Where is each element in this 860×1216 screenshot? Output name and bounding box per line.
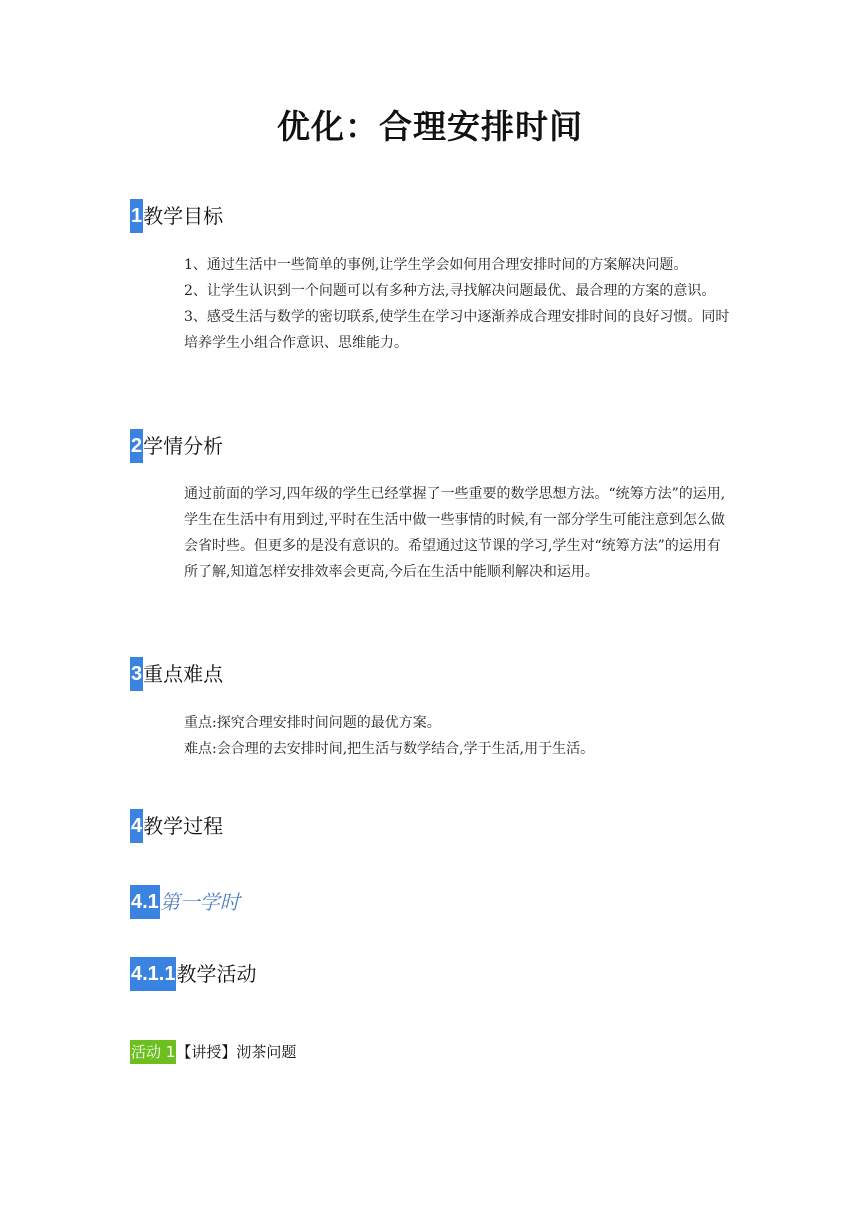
subsection-number-badge: 4.1 [130, 885, 160, 919]
section-number-badge: 2 [130, 429, 143, 463]
document-title: 优化：合理安排时间 [277, 107, 583, 146]
section-heading-process [130, 809, 223, 843]
section-heading-objectives [130, 199, 223, 233]
difficult-point: 难点:会合理的去安排时间,把生活与数学结合,学于生活,用于生活。 [184, 741, 595, 757]
key-points-content [184, 710, 732, 762]
activity-title: 【讲授】沏茶问题 [176, 1043, 297, 1061]
objectives-content [184, 252, 732, 356]
subsection-heading-text: 第一学时 [159, 890, 240, 914]
objective-item: 3、感受生活与数学的密切联系,使学生在学习中逐渐养成合理安排时间的良好习惯。同时培养学生小组合作意识、思维能力。 [184, 309, 730, 351]
section-number-badge: 3 [130, 657, 143, 691]
section-heading-text: 教学目标 [143, 204, 224, 228]
analysis-content [184, 481, 732, 585]
section-heading-analysis [130, 429, 223, 463]
subsubsection-heading-text: 教学活动 [176, 962, 257, 986]
subsubsection-number-badge: 4.1.1 [130, 957, 176, 991]
objective-item: 2、让学生认识到一个问题可以有多种方法,寻找解决问题最优、最合理的方案的意识。 [184, 283, 716, 299]
section-heading-text: 学情分析 [143, 434, 224, 458]
subsection-heading-first-lesson [130, 885, 240, 919]
section-number-badge: 4 [130, 809, 143, 843]
section-number-badge: 1 [130, 199, 143, 233]
section-heading-text: 重点难点 [143, 662, 224, 686]
objective-item: 1、通过生活中一些简单的事例,让学生学会如何用合理安排时间的方案解决问题。 [184, 257, 688, 273]
subsubsection-heading-activities [130, 957, 256, 991]
activity-item [130, 1040, 296, 1064]
section-heading-key-points [130, 657, 223, 691]
analysis-paragraph: 通过前面的学习,四年级的学生已经掌握了一些重要的数学思想方法。“统筹方法”的运用,学生在生活中有用到过,平时在生活中做一些事情的时候,有一部分学生可能注意到怎么做会省时些。但更多的是没有意识的。希望通过这节课的学习,学生对“统筹方法”的运用有所了解,知道怎样安排效率会更高,今后在生活中能顺利解决和运用。 [184, 486, 726, 580]
key-point: 重点:探究合理安排时间问题的最优方案。 [184, 715, 441, 731]
section-heading-text: 教学过程 [143, 814, 224, 838]
activity-badge: 活动 1 [130, 1040, 176, 1064]
